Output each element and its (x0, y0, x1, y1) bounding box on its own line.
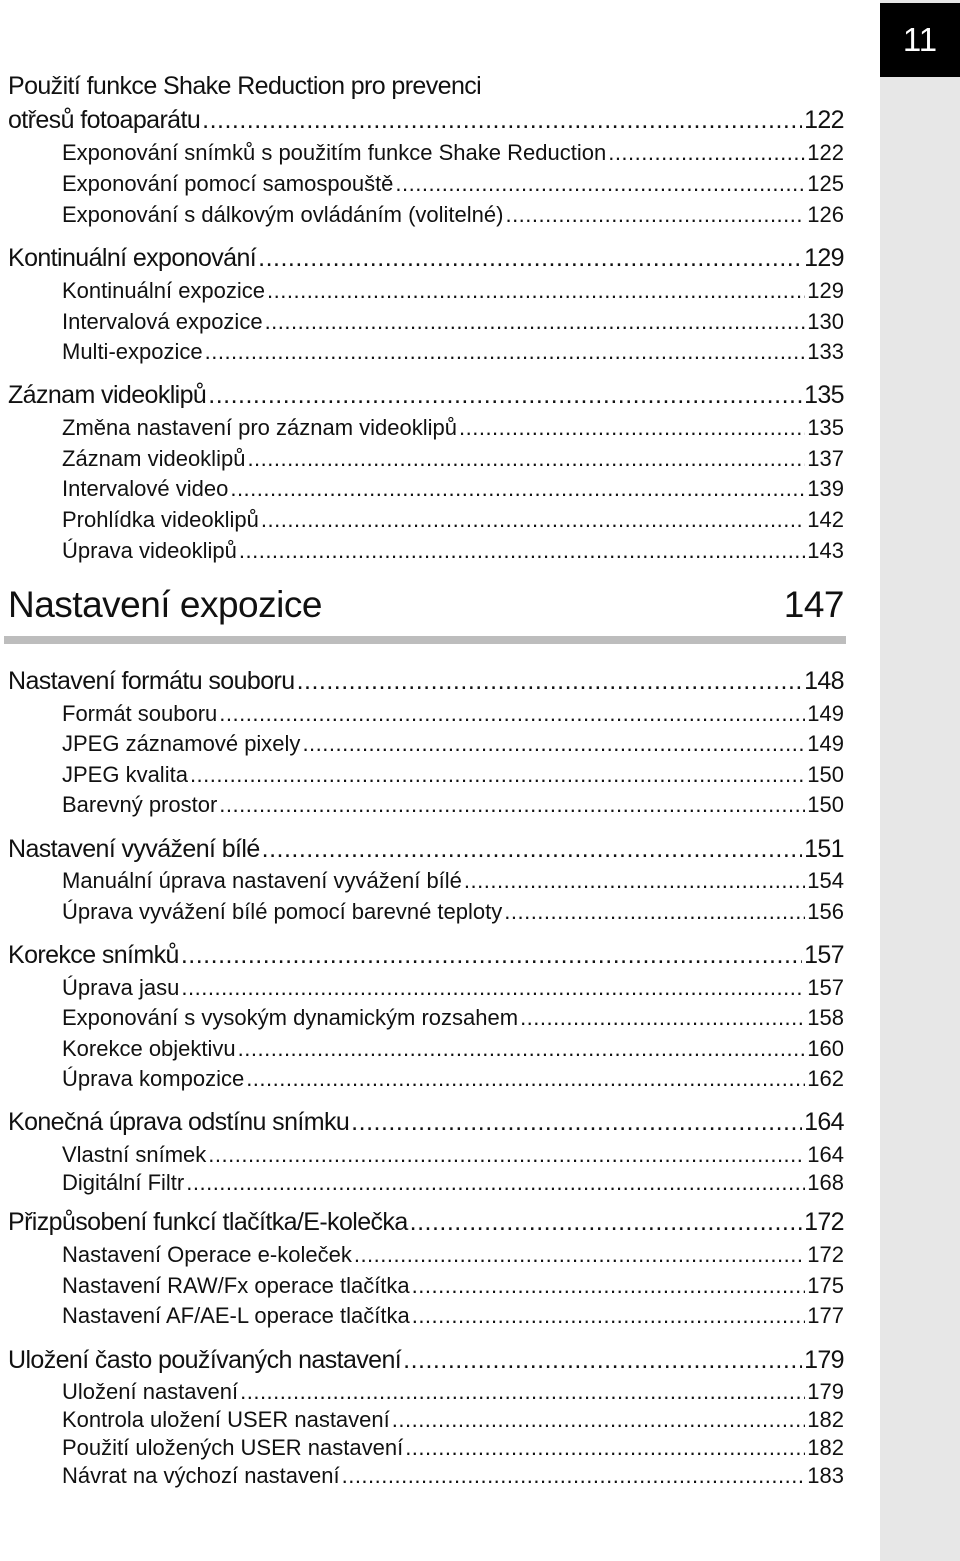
toc-page-number: 122 (804, 106, 844, 134)
leader-dots (520, 1005, 805, 1031)
leader-dots (205, 339, 806, 365)
toc-page-number: 182 (807, 1407, 844, 1432)
leader-dots (239, 538, 805, 564)
toc-item-label: Exponování pomocí samospouště (62, 171, 394, 196)
toc-heading-label: Nastavení formátu souboru (8, 667, 295, 695)
toc-item[interactable] (62, 731, 844, 757)
toc-item[interactable] (62, 446, 844, 472)
toc-page-number: 158 (807, 1005, 844, 1030)
toc-heading-label: Konečná úprava odstínu snímku (8, 1108, 350, 1136)
toc-item[interactable] (62, 1170, 844, 1196)
leader-dots (181, 975, 805, 1001)
toc-item[interactable] (62, 1273, 844, 1299)
toc-item-label: Intervalová expozice (62, 309, 263, 334)
toc-page-number: 175 (807, 1273, 844, 1298)
toc-page-number: 151 (804, 835, 844, 863)
toc-page-number: 135 (804, 381, 844, 409)
toc-item-label: Manuální úprava nastavení vyvážení bílé (62, 868, 462, 893)
toc-page-number: 122 (807, 140, 844, 165)
toc-heading[interactable] (8, 381, 844, 410)
toc-item-label: Nastavení Operace e-koleček (62, 1242, 352, 1267)
leader-dots (412, 1303, 806, 1329)
leader-dots (464, 868, 805, 894)
toc-item[interactable] (62, 975, 844, 1001)
toc-item-label: Nastavení AF/AE-L operace tlačítka (62, 1303, 410, 1328)
toc-item[interactable] (62, 701, 844, 727)
toc-item[interactable] (62, 415, 844, 441)
toc-page-number: 133 (807, 339, 844, 364)
toc-item-label: Úprava vyvážení bílé pomocí barevné teploty (62, 899, 503, 924)
toc-heading-label: Uložení často používaných nastavení (8, 1346, 402, 1374)
toc-item[interactable] (62, 762, 844, 788)
leader-dots (240, 1379, 805, 1405)
toc-item-label: Exponování s dálkovým ovládáním (volitelné) (62, 202, 504, 227)
toc-item-label: Použití uložených USER nastavení (62, 1435, 404, 1460)
toc-item[interactable] (62, 1242, 844, 1268)
toc-item-label: Změna nastavení pro záznam videoklipů (62, 415, 457, 440)
toc-page-number: 162 (807, 1066, 844, 1091)
toc-item[interactable] (62, 899, 844, 925)
toc-item[interactable] (62, 202, 844, 228)
leader-dots (262, 835, 802, 864)
leader-dots (246, 1066, 805, 1092)
toc-page-number: 139 (807, 476, 844, 501)
toc-item[interactable] (62, 476, 844, 502)
toc-item-label: Uložení nastavení (62, 1379, 239, 1404)
toc-item-label: Multi-expozice (62, 339, 203, 364)
leader-dots (302, 731, 805, 757)
toc-item[interactable] (62, 1142, 844, 1168)
toc-page-number: 126 (807, 202, 844, 227)
leader-dots (412, 1273, 806, 1299)
toc-item[interactable] (62, 1407, 844, 1433)
toc-page-number: 157 (804, 941, 844, 969)
leader-dots (219, 701, 805, 727)
toc-page-number: 150 (807, 792, 844, 817)
toc-item[interactable] (62, 140, 844, 166)
leader-dots (410, 1208, 802, 1237)
toc-heading[interactable] (8, 1108, 844, 1137)
toc-heading-line1: Použití funkce Shake Reduction pro prevenci (8, 72, 482, 100)
toc-item[interactable] (62, 278, 844, 304)
toc-item[interactable] (62, 1303, 844, 1329)
toc-page-number: 172 (807, 1242, 844, 1267)
leader-dots (230, 476, 805, 502)
toc-item-label: Kontinuální expozice (62, 278, 266, 303)
toc-item-label: Nastavení RAW/Fx operace tlačítka (62, 1273, 410, 1298)
toc-item-label: Úprava jasu (62, 975, 180, 1000)
toc-item-label: JPEG záznamové pixely (62, 731, 301, 756)
toc-item[interactable] (62, 309, 844, 335)
toc-page-number: 148 (804, 667, 844, 695)
toc-item-label: JPEG kvalita (62, 762, 188, 787)
chapter-heading[interactable] (8, 584, 844, 644)
toc-heading-label: Korekce snímků (8, 941, 179, 969)
leader-dots (186, 1170, 805, 1196)
leader-dots (247, 446, 805, 472)
toc-item-label: Úprava videoklipů (62, 538, 237, 563)
toc-item[interactable] (62, 507, 844, 533)
leader-dots (265, 309, 806, 335)
toc-page-number: 137 (807, 446, 844, 471)
toc-item-label: Formát souboru (62, 701, 218, 726)
toc-page-number: 135 (807, 415, 844, 440)
chapter-divider (4, 636, 846, 644)
page-tab-badge: 11 (880, 3, 960, 77)
toc-item[interactable] (62, 1435, 844, 1461)
toc-item[interactable] (62, 171, 844, 197)
toc-item-label: Úprava kompozice (62, 1066, 245, 1091)
toc-heading[interactable] (8, 941, 844, 970)
toc-page-number: 177 (807, 1303, 844, 1328)
leader-dots (202, 106, 802, 135)
toc-page-number: 129 (804, 244, 844, 272)
toc-item-label: Korekce objektivu (62, 1036, 236, 1061)
leader-dots (459, 415, 805, 441)
toc-item[interactable] (62, 1379, 844, 1405)
leader-dots (354, 1242, 805, 1268)
toc-page-number: 150 (807, 762, 844, 787)
leader-dots (267, 278, 805, 304)
toc-item[interactable] (62, 1463, 844, 1489)
leader-dots (190, 762, 805, 788)
toc-page-number: 130 (807, 309, 844, 334)
leader-dots (405, 1435, 805, 1461)
toc-item-label: Návrat na výchozí nastavení (62, 1463, 340, 1488)
toc-page-number: 154 (807, 868, 844, 893)
toc-page-number: 160 (807, 1036, 844, 1061)
toc-page-number: 179 (807, 1379, 844, 1404)
toc-heading-label: Záznam videoklipů (8, 381, 207, 409)
toc-item[interactable] (62, 339, 844, 365)
toc-heading[interactable] (8, 1208, 844, 1237)
chapter-title: Nastavení expozice (8, 584, 322, 625)
leader-dots (608, 140, 805, 166)
toc-page-number: 149 (807, 731, 844, 756)
toc-page-number: 156 (807, 899, 844, 924)
toc-item-label: Exponování snímků s použitím funkce Shake Reduction (62, 140, 607, 165)
toc-item[interactable] (62, 868, 844, 894)
toc-item[interactable] (62, 1005, 844, 1031)
leader-dots (208, 381, 802, 410)
toc-heading[interactable] (8, 835, 844, 864)
toc-item-label: Barevný prostor (62, 792, 218, 817)
toc-heading[interactable] (8, 1346, 844, 1375)
toc-item-label: Kontrola uložení USER nastavení (62, 1407, 390, 1432)
toc-item-label: Vlastní snímek (62, 1142, 207, 1167)
toc-page-number: 172 (804, 1208, 844, 1236)
leader-dots (392, 1407, 806, 1433)
toc-item-label: Prohlídka videoklipů (62, 507, 259, 532)
leader-dots (505, 202, 805, 228)
toc-heading-label: Přizpůsobení funkcí tlačítka/E-kolečka (8, 1208, 408, 1236)
toc-heading[interactable] (8, 667, 844, 696)
toc-item[interactable] (62, 792, 844, 818)
leader-dots (261, 507, 805, 533)
side-tab (880, 0, 960, 1561)
toc-page-number: 168 (807, 1170, 844, 1195)
toc-item[interactable] (62, 538, 844, 564)
chapter-page-number: 147 (783, 584, 844, 625)
leader-dots (181, 941, 802, 970)
leader-dots (219, 792, 805, 818)
toc-page-number: 179 (804, 1346, 844, 1374)
toc-page-number: 183 (807, 1463, 844, 1488)
leader-dots (403, 1346, 802, 1375)
toc-item-label: Digitální Filtr (62, 1170, 185, 1195)
toc-heading-label: Kontinuální exponování (8, 244, 257, 272)
leader-dots (297, 667, 803, 696)
toc-page-number: 125 (807, 171, 844, 196)
toc-page-number: 142 (807, 507, 844, 532)
toc-item[interactable] (62, 1036, 844, 1062)
toc-page-number: 157 (807, 975, 844, 1000)
toc-heading[interactable] (8, 106, 844, 135)
toc-item-label: Intervalové video (62, 476, 229, 501)
leader-dots (238, 1036, 806, 1062)
leader-dots (342, 1463, 806, 1489)
leader-dots (258, 244, 802, 273)
toc-item-label: Exponování s vysokým dynamickým rozsahem (62, 1005, 519, 1030)
toc-page-number: 182 (807, 1435, 844, 1460)
toc-page-number: 129 (807, 278, 844, 303)
toc-heading[interactable] (8, 244, 844, 273)
toc-page-number: 149 (807, 701, 844, 726)
toc-page-number: 143 (807, 538, 844, 563)
toc-page-number: 164 (807, 1142, 844, 1167)
toc-item[interactable] (62, 1066, 844, 1092)
leader-dots (504, 899, 805, 925)
leader-dots (395, 171, 805, 197)
leader-dots (351, 1108, 802, 1137)
toc-page-number: 164 (804, 1108, 844, 1136)
toc-heading-label: Nastavení vyvážení bílé (8, 835, 260, 863)
toc-item-label: Záznam videoklipů (62, 446, 246, 471)
toc-heading-label: otřesů fotoaparátu (8, 106, 201, 134)
leader-dots (208, 1142, 805, 1168)
